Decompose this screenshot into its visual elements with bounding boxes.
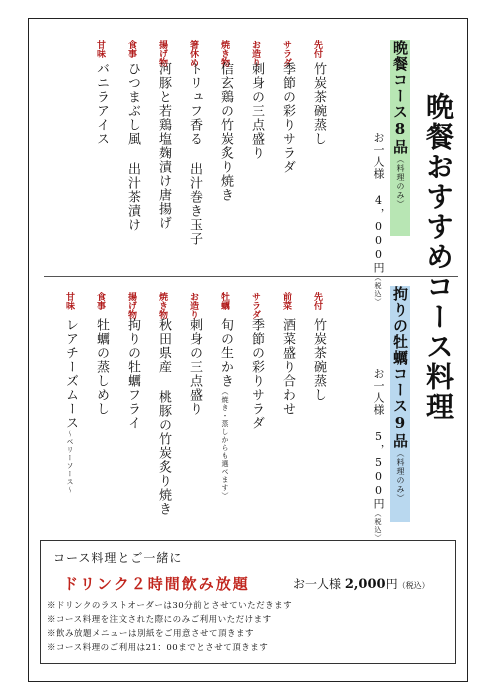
course2-category: 牡蠣	[219, 292, 229, 310]
course1-dish-name: 河豚と若鶏塩麹漬け唐揚げ	[156, 62, 171, 230]
course2-dish-name: 竹炭茶碗蒸し	[311, 318, 326, 402]
drink-title: ドリンク２時間飲み放題	[63, 575, 250, 593]
course1-category: 甘味	[95, 40, 105, 58]
course1-category: 箸休め	[188, 40, 198, 67]
course2-dish	[154, 318, 173, 516]
course1-dish	[278, 62, 297, 174]
course2-name: 拘りの牡蠣コース9品（料理のみ）	[391, 286, 409, 503]
course2-dish-name: 酒菜盛り合わせ	[280, 318, 295, 416]
course1-dish	[154, 62, 173, 230]
course1-category: 焼き物	[219, 40, 229, 67]
drink-note: ※ドリンクのラストオーダーは30分前とさせていただきます	[47, 601, 293, 611]
course1-dish	[309, 62, 328, 146]
course1-price	[370, 132, 386, 306]
course2-header	[390, 286, 410, 526]
drink-price	[293, 575, 430, 592]
course1-price-value: 4，000円	[372, 194, 385, 274]
course1-dish-name: トリュフ香る 出汁巻き玉子	[187, 62, 202, 246]
course1-dish	[216, 62, 235, 202]
course2-dish-name: 秋田県産 桃豚の竹炭炙り焼き	[156, 318, 171, 516]
page-title: 晩餐おすすめコース料理	[422, 92, 455, 422]
course1-category: 食事	[126, 40, 136, 58]
course1-dish-name: バニラアイス	[94, 62, 109, 146]
course2-dish	[216, 318, 235, 500]
course2-category: 前菜	[281, 292, 291, 310]
course2-dish-name: 牡蠣の蒸しめし	[94, 318, 109, 416]
course1-dish-name: 季節の彩りサラダ	[280, 62, 295, 174]
course2-dish-name: 季節の彩りサラダ	[249, 318, 264, 430]
drink-price-unit: 円	[385, 577, 398, 591]
course1-dish	[247, 62, 266, 160]
course1-category: 揚げ物	[157, 40, 167, 67]
drink-note: ※コース料理を注文された際にのみご利用いただけます	[47, 615, 272, 625]
course1-dish-name: 刺身の三点盛り	[249, 62, 264, 160]
course1-dish	[92, 62, 111, 146]
course1-category: 先付	[312, 40, 322, 58]
course1-name: 晩餐コース8品（料理のみ）	[391, 40, 409, 209]
course2-category: 食事	[95, 292, 105, 310]
course1-dish-name: ひつまぶし風 出汁茶漬け	[125, 62, 140, 232]
course1-category: お造り	[250, 40, 260, 67]
course1-name-sub: （料理のみ）	[396, 155, 405, 209]
course2-category: 先付	[312, 292, 322, 310]
course1-price-prefix: お一人様	[372, 132, 385, 180]
drink-note: ※コース料理のご利用は21：00までとさせて頂きます	[47, 643, 269, 653]
drink-price-value: 2,000	[344, 577, 386, 592]
course1-price-note: （税込）	[374, 274, 382, 306]
course1-header	[390, 40, 410, 240]
course2-dish-name: レアチーズムース	[63, 318, 78, 430]
course1-dish-name: 信玄鶏の竹炭炙り焼き	[218, 62, 233, 202]
course2-category: 甘味	[64, 292, 74, 310]
course1-dish-name: 竹炭茶碗蒸し	[311, 62, 326, 146]
course2-dish	[92, 318, 111, 416]
course2-price	[370, 368, 386, 542]
drink-price-prefix: お一人様	[293, 577, 342, 591]
course2-dish-name: 刺身の三点盛り	[187, 318, 202, 416]
course2-category: お造り	[188, 292, 198, 319]
drink-plan-box	[40, 540, 456, 664]
course2-dish	[61, 318, 80, 494]
drink-note: ※飲み放題メニューは別紙をご用意させて頂きます	[47, 629, 255, 639]
course2-name-sub: （料理のみ）	[396, 449, 405, 503]
course2-price-note: （税込）	[374, 510, 382, 542]
course2-price-prefix: お一人様	[372, 368, 385, 416]
course2-dish	[309, 318, 328, 402]
course2-category: 揚げ物	[126, 292, 136, 319]
course2-dish	[247, 318, 266, 430]
course1-dish	[185, 62, 204, 246]
course1-dish	[123, 62, 142, 232]
course-divider	[44, 276, 458, 277]
course2-category: 焼き物	[157, 292, 167, 319]
course2-price-value: 5，500円	[372, 430, 385, 510]
drink-heading: コース料理とご一緒に	[53, 551, 183, 565]
course2-dish-name: 旬の生かき	[218, 318, 233, 388]
course1-category: サラダ	[281, 40, 291, 67]
course2-dish-note: （焼き・蒸しからも選べます）	[221, 388, 229, 500]
course2-dish	[278, 318, 297, 416]
course2-dish-name: 拘りの牡蠣フライ	[125, 318, 140, 430]
course2-dish	[185, 318, 204, 416]
drink-price-note: （税込）	[397, 581, 430, 590]
course2-category: サラダ	[250, 292, 260, 319]
course2-dish-note: 〜ベリーソース〜	[66, 430, 74, 494]
course2-dish	[123, 318, 142, 430]
